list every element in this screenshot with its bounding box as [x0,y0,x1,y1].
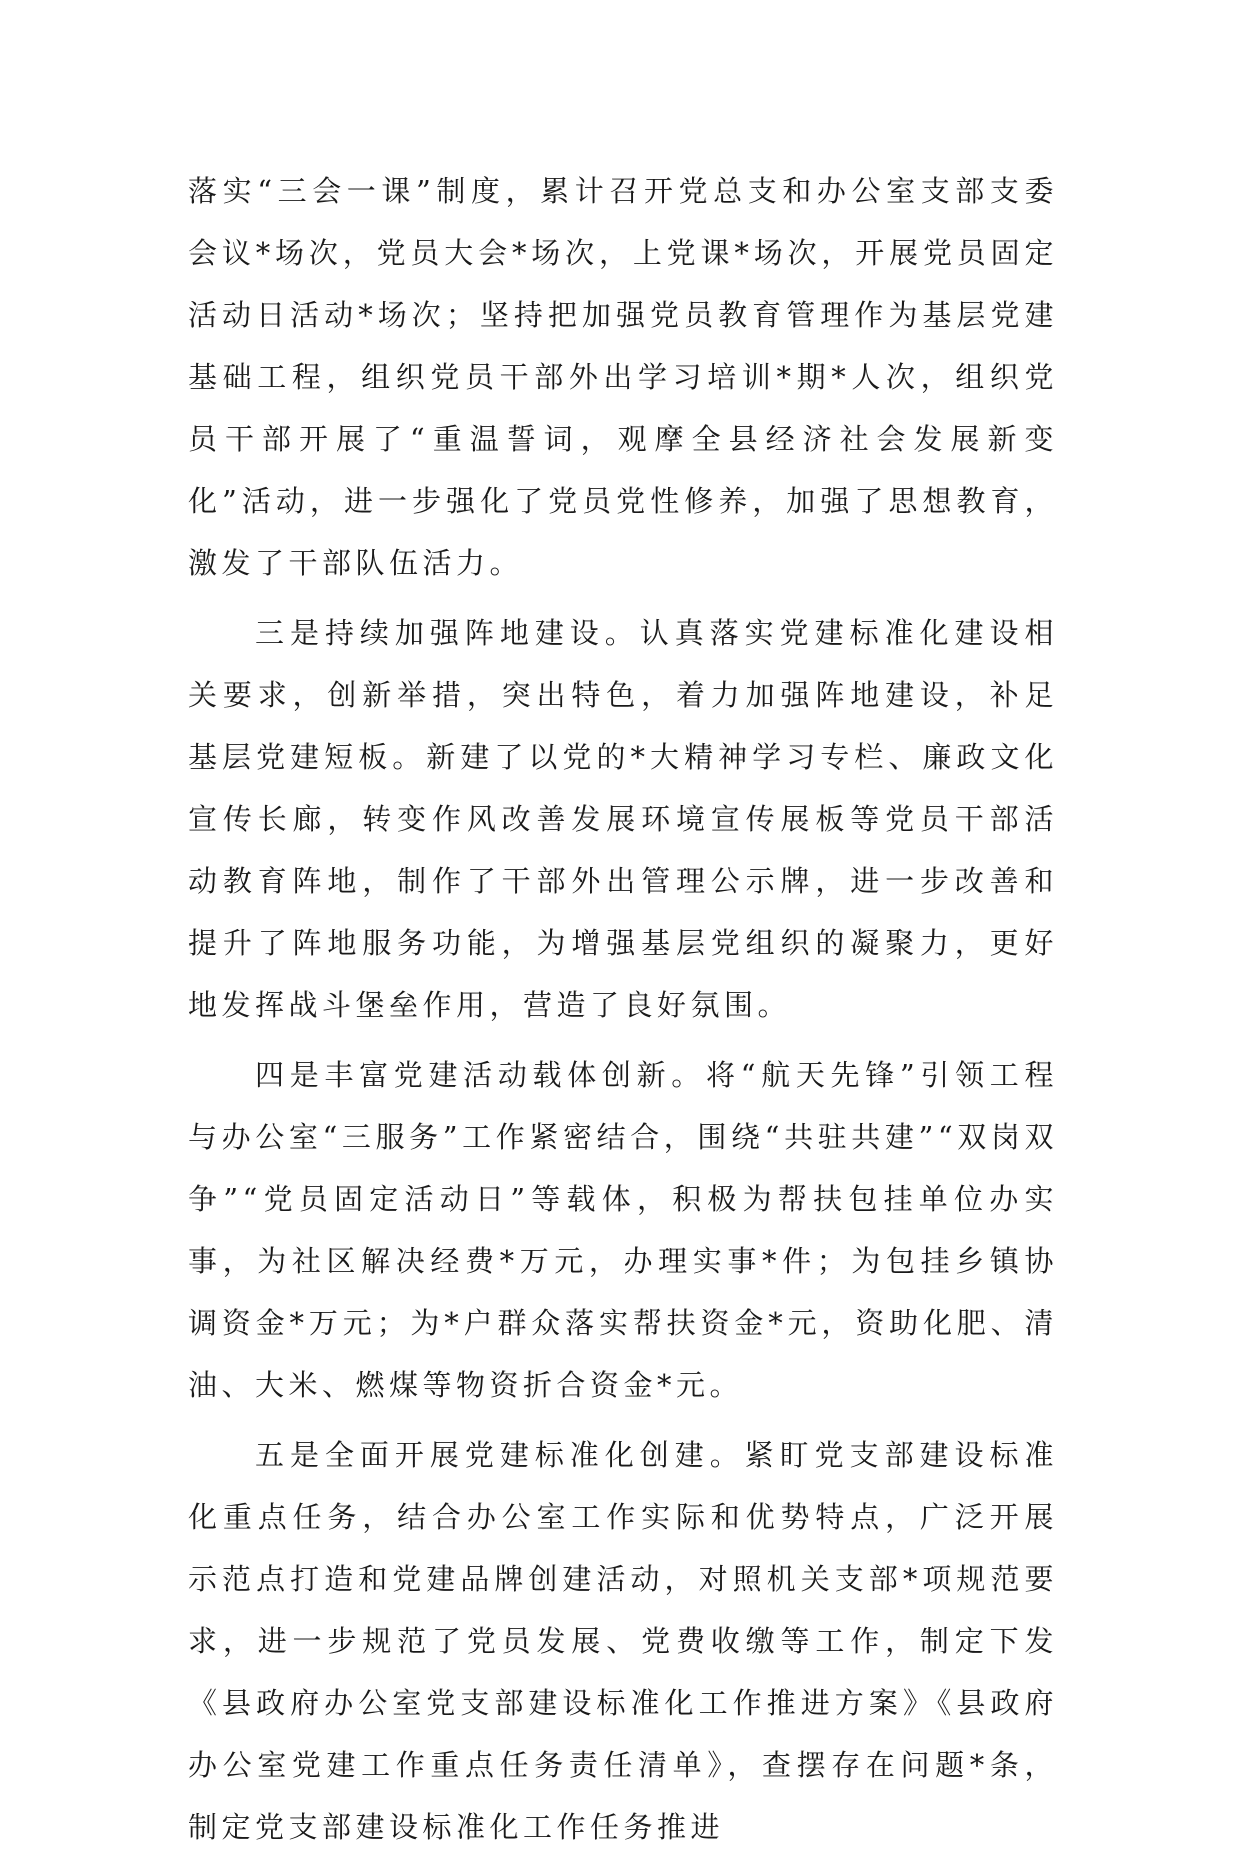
paragraph-activity-carriers: 四是丰富党建活动载体创新。将“航天先锋”引领工程与办公室“三服务”工作紧密结合，围绕“共驻共建”“双岗双争”“党员固定活动日”等载体，积极为帮扶包挂单位办实事，为社区解决经费*万元，办理实事*件；为包挂乡镇协调资金*万元；为*户群众落实帮扶资金*元，资助化肥、清油、大米、燃煤等物资折合资金*元。 [188,1058,1058,1402]
document-body [188,160,1058,1858]
paragraph-position-building: 三是持续加强阵地建设。认真落实党建标准化建设相关要求，创新举措，突出特色，着力加强阵地建设，补足基层党建短板。新建了以党的*大精神学习专栏、廉政文化宣传长廊，转变作风改善发展环境宣传展板等党员干部活动教育阵地，制作了干部外出管理公示牌，进一步改善和提升了阵地服务功能，为增强基层党组织的凝聚力，更好地发挥战斗堡垒作用，营造了良好氛围。 [188,616,1058,1022]
paragraph-standardization: 五是全面开展党建标准化创建。紧盯党支部建设标准化重点任务，结合办公室工作实际和优势特点，广泛开展示范点打造和党建品牌创建活动，对照机关支部*项规范要求，进一步规范了党员发展、党费收缴等工作，制定下发《县政府办公室党支部建设标准化工作推进方案》《县政府办公室党建工作重点任务责任清单》，查摆存在问题*条，制定党支部建设标准化工作任务推进 [188,1438,1058,1844]
paragraph-party-activities: 落实“三会一课”制度，累计召开党总支和办公室支部支委会议*场次，党员大会*场次，上党课*场次，开展党员固定活动日活动*场次；坚持把加强党员教育管理作为基层党建基础工程，组织党员干部外出学习培训*期*人次，组织党员干部开展了“重温誓词，观摩全县经济社会发展新变化”活动，进一步强化了党员党性修养，加强了思想教育，激发了干部队伍活力。 [188,174,1058,580]
